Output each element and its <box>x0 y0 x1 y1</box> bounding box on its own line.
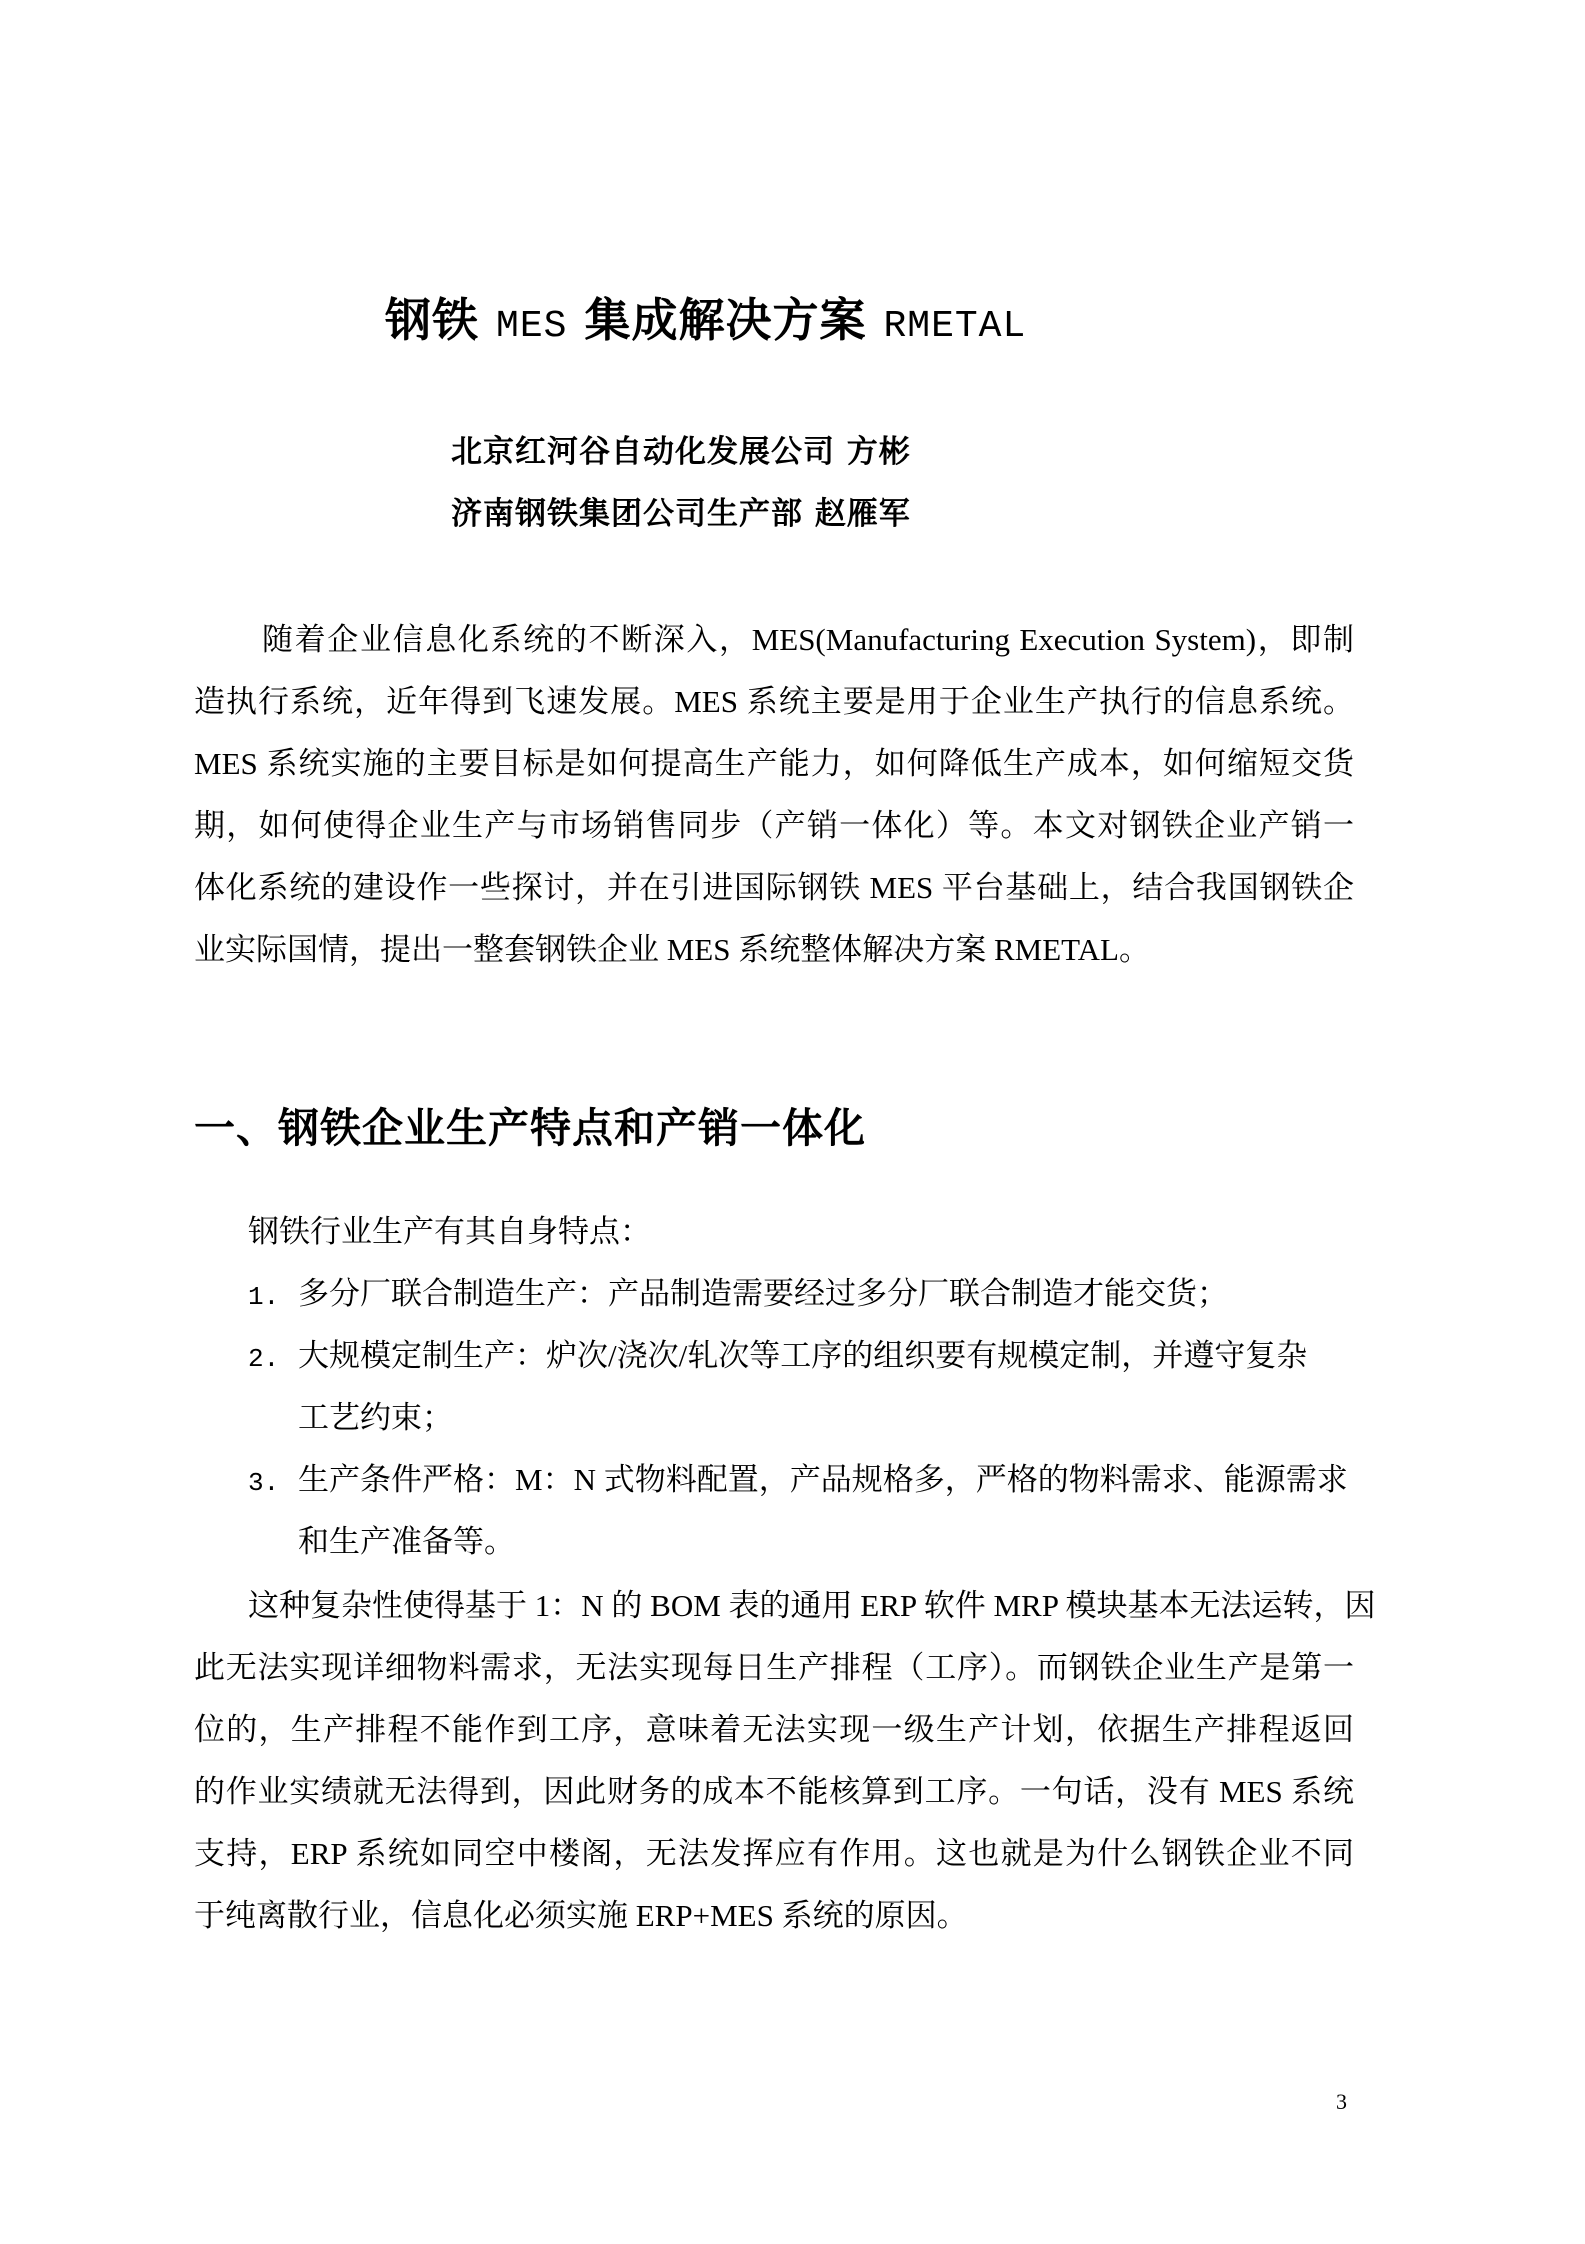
paragraph-line: 的作业实绩就无法得到，因此财务的成本不能核算到工序。一句话，没有 MES 系统 <box>194 1774 1354 1809</box>
section-heading: 一、钢铁企业生产特点和产销一体化 <box>194 1104 866 1152</box>
abstract-line: 业实际国情，提出一整套钢铁企业 MES 系统整体解决方案 RMETAL。 <box>194 932 1150 967</box>
list-item-text: 生产条件严格：M：N 式物料配置，产品规格多，严格的物料需求、能源需求 <box>298 1462 1348 1497</box>
list-number: 3. <box>248 1468 280 1498</box>
list-item-2 <box>248 1336 1307 1376</box>
section-intro: 钢铁行业生产有其自身特点： <box>248 1214 651 1249</box>
list-item-1 <box>248 1274 1228 1314</box>
list-item-text: 大规模定制生产：炉次/浇次/轧次等工序的组织要有规模定制，并遵守复杂 <box>298 1338 1308 1373</box>
abstract-line: 随着企业信息化系统的不断深入，MES(Manufacturing Execution System)，即制 <box>262 622 1354 657</box>
abstract-line: MES 系统实施的主要目标是如何提高生产能力，如何降低生产成本，如何缩短交货 <box>194 746 1354 781</box>
list-item-3 <box>248 1460 1348 1500</box>
list-number: 2. <box>248 1344 280 1374</box>
paragraph-line: 此无法实现详细物料需求，无法实现每日生产排程（工序）。而钢铁企业生产是第一 <box>194 1650 1354 1685</box>
abstract-line: 期，如何使得企业生产与市场销售同步（产销一体化）等。本文对钢铁企业产销一 <box>194 808 1354 843</box>
title-part-2: MES <box>496 305 568 348</box>
title-part-3: 集成解决方案 <box>584 293 867 347</box>
title-part-1: 钢铁 <box>385 293 479 347</box>
paragraph-line: 位的，生产排程不能作到工序，意味着无法实现一级生产计划，依据生产排程返回 <box>194 1712 1354 1747</box>
abstract-line: 体化系统的建设作一些探讨，并在引进国际钢铁 MES 平台基础上，结合我国钢铁企 <box>194 870 1354 905</box>
page-number: 3 <box>1336 2089 1347 2114</box>
list-item-text: 多分厂联合制造生产：产品制造需要经过多分厂联合制造才能交货； <box>298 1276 1228 1311</box>
list-number: 1. <box>248 1282 280 1312</box>
abstract-line: 造执行系统，近年得到飞速发展。MES 系统主要是用于企业生产执行的信息系统。 <box>194 684 1354 719</box>
author-line: 济南钢铁集团公司生产部 赵雁军 <box>451 496 911 532</box>
author-line: 北京红河谷自动化发展公司 方彬 <box>451 434 911 470</box>
list-item-3-continuation: 和生产准备等。 <box>298 1524 515 1559</box>
paragraph-line: 这种复杂性使得基于 1：N 的 BOM 表的通用 ERP 软件 MRP 模块基本无法运转，因 <box>248 1588 1376 1623</box>
title-part-4: RMETAL <box>883 305 1027 348</box>
paragraph-line: 于纯离散行业，信息化必须实施 ERP+MES 系统的原因。 <box>194 1898 968 1933</box>
document-title <box>385 290 1026 357</box>
list-item-2-continuation: 工艺约束； <box>298 1400 453 1435</box>
paragraph-line: 支持，ERP 系统如同空中楼阁，无法发挥应有作用。这也就是为什么钢铁企业不同 <box>194 1836 1354 1871</box>
